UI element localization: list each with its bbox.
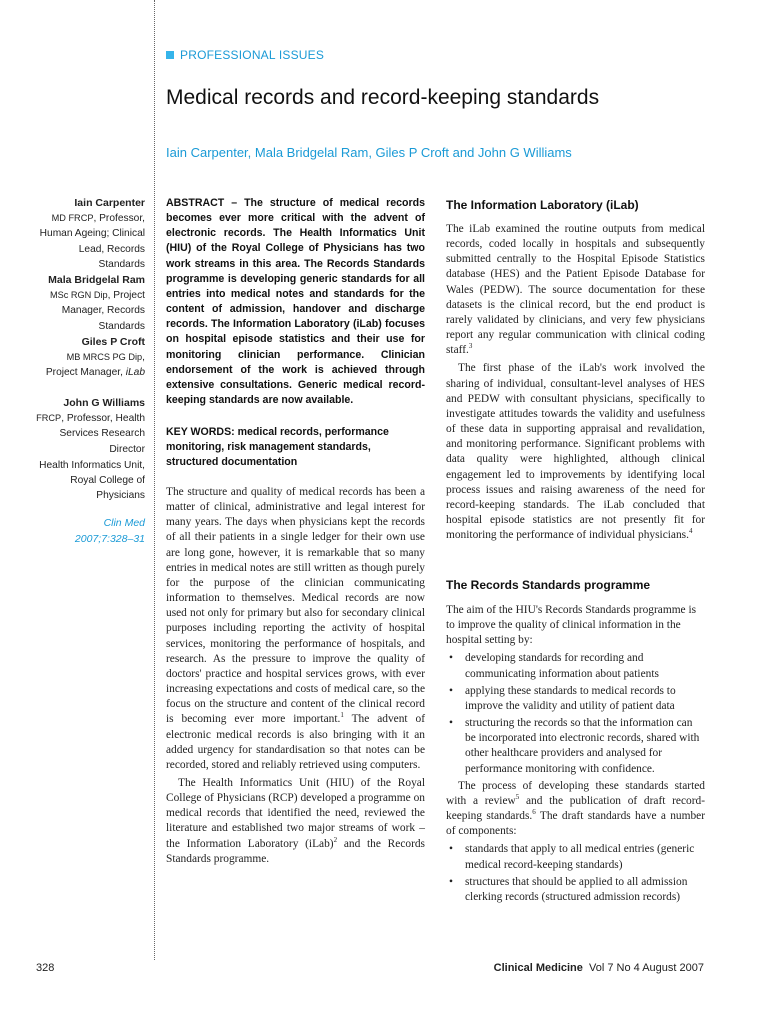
- author-degrees: MD FRCP: [51, 213, 94, 224]
- author-affiliation-1: [36, 196, 145, 272]
- institution: Health Informatics Unit, Royal College of Physicians: [39, 460, 145, 502]
- aims-list: [446, 651, 705, 776]
- paragraph: [446, 222, 705, 358]
- author-list: Iain Carpenter, Mala Bridgelal Ram, Giles P Croft and John G Williams: [166, 145, 572, 160]
- list-item: • structuring the records so that the information can be incorporated into electronic records, shared with other healthcare providers and analysed for performance monitoring with confidence.: [446, 716, 705, 777]
- paragraph-text: and the publication of draft record-keeping standards.: [446, 794, 705, 823]
- reference-sup: 3: [468, 342, 473, 351]
- reference-sup: 5: [515, 793, 520, 802]
- paragraph: [446, 361, 705, 543]
- abstract: ABSTRACT – The structure of medical records becomes ever more critical with the advent of electronic records. The Health Informatics Unit (HIU) of the Royal College of Physicians has two work streams in this area. The Records Standards programme is developing generic standards for all entries into medical notes and standards for the content of admission, handover and discharge records. The Information Laboratory (iLab) focuses on hospital episode statistics and their use for monitoring clinician performance. Clinician endorsement of the work is achieved through extensive consultations. Generic medical record-keeping standards are now available.: [166, 197, 425, 407]
- intro-text: [166, 485, 425, 867]
- paragraph-text: The process of developing these standards started with a review: [446, 779, 705, 807]
- list-item: • developing standards for recording and communicating information about patients: [446, 651, 705, 681]
- author-name: John G Williams: [63, 397, 145, 409]
- section-label: [166, 48, 324, 62]
- citation: [36, 515, 145, 547]
- reference-sup: 1: [340, 711, 344, 720]
- paragraph-text: The iLab examined the routine outputs from medical records, coded locally in hospitals and subsequently submitted centrally to the Hospital Episode Statistics database (HES) and the Patient Episode Database for Wales (PEDW). The source documentation for these datasets is the clinical record, but the end product is rarely validated by clinicians, and very few physicians report any regular communication with clinical coding staff.: [446, 223, 705, 357]
- author-name: Mala Bridgelal Ram: [48, 274, 145, 286]
- author-affiliation-2: [36, 273, 145, 334]
- paragraph: [446, 779, 705, 840]
- paragraph-text: The draft standards have a number of components:: [446, 810, 705, 838]
- journal-issue: Vol 7 No 4 August 2007: [589, 962, 704, 974]
- author-role: , Project Manager,: [45, 352, 145, 379]
- author-role: , Professor, Health Services Research Director: [59, 413, 145, 455]
- author-role: , Professor, Human Ageing; Clinical Lead, Records Standards: [39, 213, 145, 270]
- column-divider: [154, 0, 155, 960]
- author-role-ilab: iLab: [125, 367, 145, 379]
- components-list: [446, 842, 705, 905]
- paragraph-text: The advent of electronic medical records is also bringing with it an added urgency for standardisation so that notes can be recorded, stored and reliably retrieved using computers.: [166, 713, 425, 771]
- author-affiliation-3: [36, 335, 145, 381]
- article-title: Medical records and record-keeping standards: [166, 86, 600, 109]
- author-name: Iain Carpenter: [74, 197, 145, 209]
- heading-records-standards: The Records Standards programme: [446, 578, 651, 592]
- author-degrees: MSc RGN Dip: [49, 290, 108, 301]
- heading-ilab: The Information Laboratory (iLab): [446, 198, 639, 212]
- list-item: • applying these standards to medical records to improve the validity and utility of patient data: [446, 684, 705, 714]
- citation-ref: 2007;7:328–31: [74, 533, 145, 546]
- author-degrees: FRCP: [36, 413, 62, 424]
- paragraph-text: and the Records Standards programme.: [166, 837, 425, 865]
- paragraph-text: The Health Informatics Unit (HIU) of the Royal College of Physicians (RCP) developed a programme on medical records that identified the need, reviewed the literature and established two major streams of work – the Information Laboratory (iLab): [166, 776, 425, 850]
- keywords: KEY WORDS: medical records, performance monitoring, risk management standards, structured documentation: [166, 426, 389, 469]
- author-name: Giles P Croft: [81, 336, 145, 348]
- list-item: • structures that should be applied to all admission clerking records (structured admission records): [446, 875, 705, 905]
- paragraph: The aim of the HIU's Records Standards programme is to improve the quality of clinical information in the hospital setting by:: [446, 604, 697, 647]
- journal-name: Clinical Medicine: [493, 962, 583, 974]
- ilab-section: [446, 222, 705, 543]
- citation-journal: Clin Med: [103, 517, 145, 529]
- section-label-text: PROFESSIONAL ISSUES: [180, 48, 325, 62]
- list-item: • standards that apply to all medical entries (generic medical record-keeping standards): [446, 842, 705, 872]
- author-affiliation-4: [36, 396, 145, 457]
- paragraph-text: The first phase of the iLab's work involved the sharing of individual, consultant-level analyses of HES and PEDW with consultant physicians, specifically to investigate attitudes towards the validity and usefulness of these data in supporting appraisal and revalidation, and monitoring performance. Significant problems with data quality were highlighted, although clinical engagement led to improvements by identifying local process issues and raising awareness of the need for record-keeping standards. The iLab concluded that hospital episode statistics are not presently fit for monitoring the performance of individual physicians.: [446, 362, 705, 542]
- page-number: 328: [36, 962, 55, 974]
- paragraph: [166, 776, 425, 867]
- paragraph-text: The structure and quality of medical records has been a matter of clinical, administrative and legal interest for many years. The days when physicians kept the records of all their patients in a single ledger for their own use are long gone, however, it is remarkable that so many entries in medical notes are still written as though purely for the purpose of the clinician communicating information to themselves. Medical records are now used not only for primary but also for secondary clinical purposes including reporting the activity of hospital services, monitoring the performance of hospitals, and research. As the pressure to improve the quality of doctors' practice and hospital services grows, with ever increasing expectations and costs of medical care, so the focus on the structure and content of the clinical record is becoming ever more important.: [166, 486, 425, 726]
- paragraph: [166, 485, 425, 773]
- reference-sup: 2: [333, 835, 338, 844]
- journal-footer: [494, 962, 704, 974]
- reference-sup: 6: [532, 808, 536, 817]
- author-role: , Project Manager, Records Standards: [61, 290, 145, 332]
- reference-sup: 4: [688, 527, 693, 536]
- author-degrees: MB MRCS PG Dip: [66, 352, 143, 363]
- records-standards-section: [446, 603, 705, 907]
- section-square-icon: [166, 51, 174, 59]
